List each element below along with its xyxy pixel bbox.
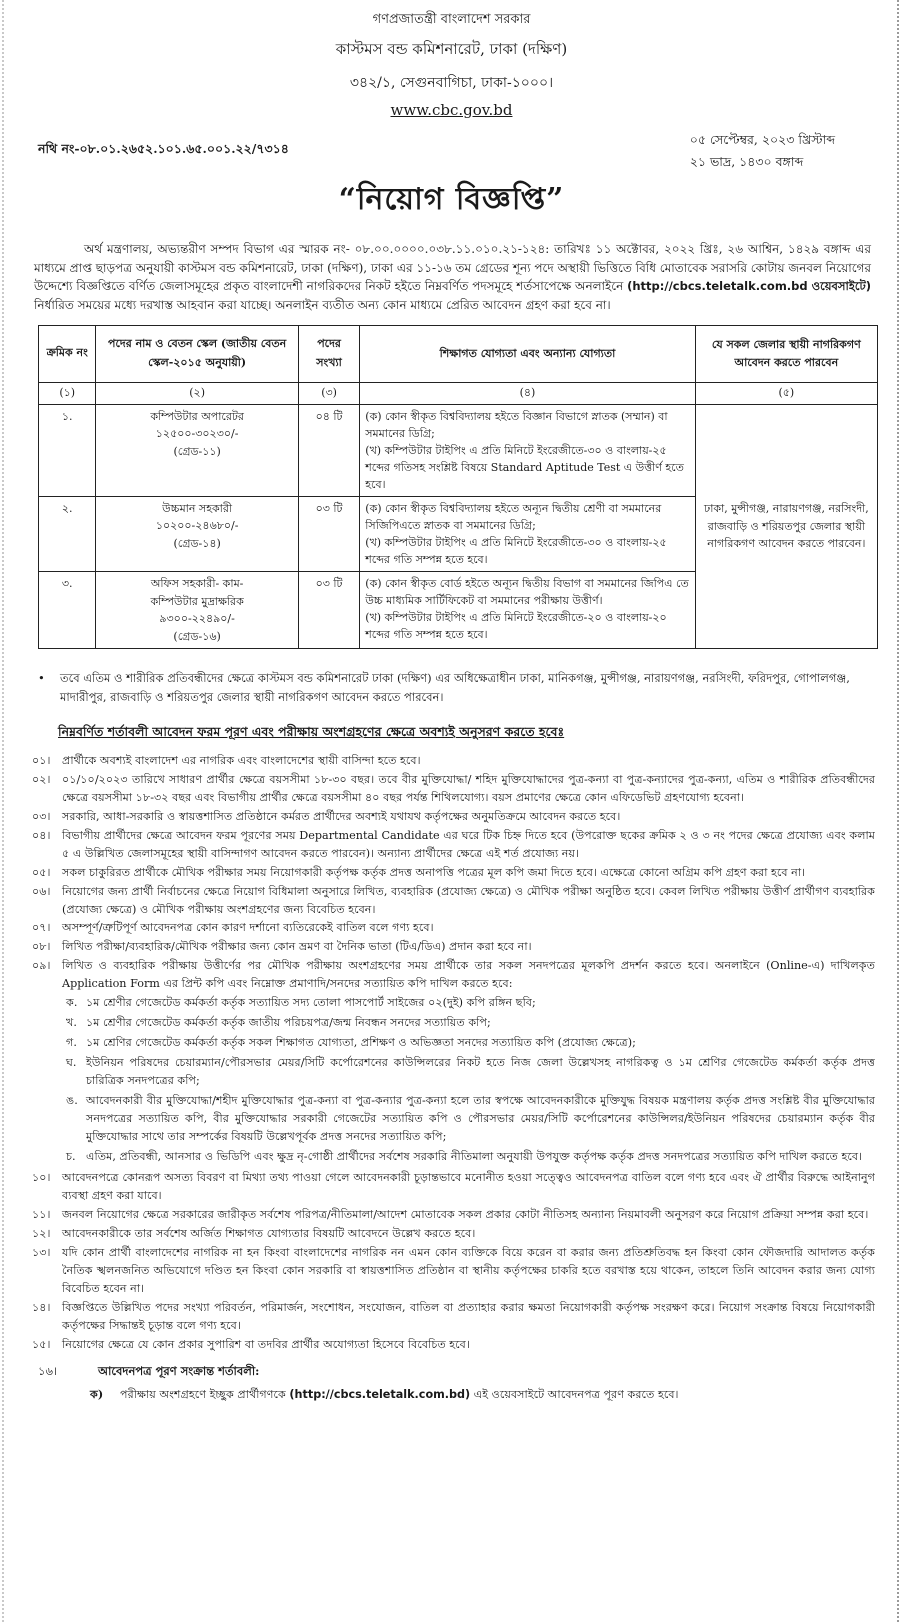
sub-clause-text: ১ম শ্রেণির গেজেটেড কর্মকর্তা কর্তৃক সকল শিক্ষাগত যোগ্যতা, প্রশিক্ষণ ও অভিজ্ঞতা সনদের সত্যায়িত কপি (প্রযোজ্য ক্ষেত্রে); (86, 1036, 636, 1049)
memo-number: নথি নং-০৮.০১.২৬৫২.১০১.৬৫.০০১.২২/৭৩১৪ (38, 141, 289, 156)
sub-clause-number: চ. (66, 1149, 76, 1163)
date-bengali: ২১ ভাদ্র, ১৪৩০ বঙ্গাব্দ (689, 153, 804, 169)
sub-clause-text: ইউনিয়ন পরিষদের চেয়ারম্যান/পৌরসভার মেয়র/সিটি কর্পোরেশনের কাউন্সিলরের নিকট হতে নিজ জেলা উল্লেখসহ নাগরিকত্ব ও ১ম শ্রেণির গেজেটেড কর্মকর্তা কর্তৃক প্রদত্ত চারিত্রিক সনদপত্রের কপি; (86, 1055, 875, 1087)
clause-number: ০১। (32, 754, 51, 768)
count-cell: ০৩ টি (298, 496, 359, 571)
list-item (28, 883, 875, 919)
clause-16-text-end: এই ওয়েবসাইটে আবেদনপত্র পূরণ করতে হবে। (473, 1388, 679, 1402)
left-scan-edge (2, 0, 4, 1622)
col-number: (৪) (360, 382, 695, 404)
qualification-item: (ক) কোন স্বীকৃত বিশ্ববিদ্যালয় হইতে বিজ্ঞান বিভাগে স্নাতক (সম্মান) বা সমমানের ডিগ্রি; (365, 409, 668, 440)
col-number: (১) (39, 382, 96, 404)
list-item (28, 771, 875, 807)
office-address: ৩৪২/১, সেগুনবাগিচা, ঢাকা-১০০০। (349, 75, 554, 91)
post-title: অফিস সহকারী- কাম- (150, 577, 244, 591)
sub-list-item (28, 1054, 875, 1090)
clause-number: ১৩। (32, 1246, 51, 1260)
sub-list-item (28, 994, 875, 1012)
districts-cell: ঢাকা, মুন্সীগঞ্জ, নারায়ণগঞ্জ, নরসিংদী, রাজবাড়ি ও শরিয়তপুর জেলার স্থায়ী নাগরিকগণ আবেদন করতে পারবেন। (695, 404, 877, 649)
pay-scale: ১২৫০০-৩০২৩০/- (155, 427, 239, 441)
qualification-item: (খ) কম্পিউটার টাইপিং এ প্রতি মিনিটে ইংরেজীতে-২০ ও বাংলায়-২০ শব্দের গতি সম্পন্ন হতে হবে। (365, 611, 667, 642)
intro-paragraph (34, 240, 871, 315)
qualification-item: (খ) কম্পিউটার টাইপিং এ প্রতি মিনিটে ইংরেজীতে-৩০ ও বাংলায়-২৫ শব্দের গতি সম্পন্ন হতে হবে। (365, 535, 667, 566)
clause-number: ০৮। (32, 940, 51, 954)
qualification-cell (360, 496, 695, 571)
qualification-item: (ক) কোন স্বীকৃত বিশ্ববিদ্যালয় হইতে অন্যূন দ্বিতীয় শ্রেণী বা সমমানের সিজিপিএতে স্নাতক বা সমমানের ডিগ্রি; (365, 501, 662, 532)
list-item (28, 827, 875, 863)
grade: (গ্রেড-১৪) (173, 537, 221, 551)
col-header-serial: ক্রমিক নং (39, 325, 96, 382)
sub-clause-text: আবেদনকারী বীর মুক্তিযোদ্ধা/শহীদ মুক্তিযোদ্ধার পুত্র-কন্যা বা পুত্র-কন্যার পুত্র-কন্যা হলে তার স্বপক্ষে আবেদনকারীকে মুক্তিযুদ্ধ বিষয়ক মন্ত্রণালয় কর্তৃক প্রদত্ত সংশ্লিষ্ট বীর মুক্তিযোদ্ধার সনদপত্রের সত্যায়িত কপি, বীর মুক্তিযোদ্ধার সরকারী গেজেটের সত্যায়িত কপি ও পৌরসভার মেয়র/সিটি কর্পোরেশনের কাউন্সিলর/ইউনিয়ন পরিষদের চেয়ারম্যান কর্তৃক বীর মুক্তিযোদ্ধার সাথে তার সম্পর্কের বিষয়টি উল্লেখপূর্বক প্রদত্ত সনদের সত্যায়িত কপি; (86, 1093, 875, 1143)
pay-scale: ৯৩০০-২২৪৯০/- (159, 612, 235, 626)
clause-number: ১৬। (38, 1363, 58, 1378)
sub-list-item (28, 1014, 875, 1032)
table-header-row (39, 325, 878, 382)
clause-16-title: আবেদনপত্র পূরণ সংক্রান্ত শর্তাবলী: (98, 1363, 260, 1378)
list-item (28, 752, 875, 770)
list-item (28, 1169, 875, 1205)
sub-clause-number: গ. (66, 1036, 77, 1049)
grade: (গ্রেড-১১) (173, 444, 221, 458)
table-row (39, 404, 878, 496)
clause-number: ১৪। (32, 1300, 51, 1314)
list-item (28, 864, 875, 882)
grade: (গ্রেড-১৬) (173, 629, 221, 643)
intro-link[interactable]: (http://cbcs.teletalk.com.bd ওয়েবসাইটে) (627, 279, 871, 294)
serial-cell: ১. (39, 404, 96, 496)
col-header-qualification: শিক্ষাগত যোগ্যতা এবং অন্যান্য যোগ্যতা (360, 325, 695, 382)
website-link[interactable]: www.cbc.gov.bd (390, 101, 513, 119)
clause-number: ০৫। (32, 865, 51, 879)
intro-text: অর্থ মন্ত্রণালয়, অভ্যন্তরীণ সম্পদ বিভাগ এর স্মারক নং- ০৮.০০.০০০০.০৩৮.১১.০১০.২১-১২৪: তারিখঃ ১১ অক্টোবর, ২০২২ খ্রিঃ, ২৬ আশ্বিন, ১৪২৯ বঙ্গাব্দ এর মাধ্যমে প্রাপ্ত ছাড়পত্র অনুযায়ী কাস্টমস বন্ড কমিশনারেট, ঢাকা (দক্ষিণ), ঢাকা এর ১১-১৬ তম গ্রেডের শূন্য পদে অস্থায়ী ভিত্তিতে বিধি মোতাবেক সরাসরি কোটায় জনবল নিয়োগের উদ্দেশ্যে বিজ্ঞপ্তিতে বর্ণিত জেলাসমূহের প্রকৃত বাংলাদেশী নাগরিকদের নিকট হইতে নিম্নবর্ণিত পদসমূহে শর্তসাপেক্ষে অনলাইনে (34, 242, 871, 294)
col-number: (৩) (298, 382, 359, 404)
sub-clause-number: ক) (90, 1387, 104, 1402)
posts-table (38, 325, 878, 650)
list-item (28, 1336, 875, 1354)
clause-number: ০৭। (32, 921, 51, 935)
clause-16-item (28, 1386, 875, 1404)
reference-row (28, 129, 875, 173)
post-cell (96, 572, 298, 649)
clause-number: ১৫। (32, 1337, 51, 1351)
clause-number: ০২। (32, 773, 51, 787)
clause-number: ০৬। (32, 884, 51, 898)
sub-clause-number: ঘ. (66, 1055, 77, 1069)
clause-text: বিজ্ঞপ্তিতে উল্লিখিত পদের সংখ্যা পরিবর্তন, পরিমার্জন, সংশোধন, সংযোজন, বাতিল বা প্রত্যাহার করার ক্ষমতা নিয়োগকারী কর্তৃপক্ষ সংরক্ষণ করে। নিয়োগ সংক্রান্ত বিষয়ে নিয়োগকারী কর্তৃপক্ষের সিদ্ধান্তই চূড়ান্ত বলে গণ্য হবে। (62, 1300, 875, 1332)
clause-text: আবেদনপত্রে কোনরূপ অসত্য বিবরণ বা মিথ্যা তথ্য পাওয়া গেলে আবেদনকারী চূড়ান্তভাবে মনোনীত হওয়া সত্ত্বেও আবেদনপত্র বাতিল বলে গণ্য হবে এবং ঐ প্রার্থীর বিরুদ্ধে আইনানুগ ব্যবস্থা গ্রহণ করা যাবে। (62, 1171, 875, 1203)
clause-text: ০১/১০/২০২৩ তারিখে সাধারণ প্রার্থীর ক্ষেত্রে বয়সসীমা ১৮-৩০ বছর। তবে বীর মুক্তিযোদ্ধা/ শহিদ মুক্তিযোদ্ধাদের পুত্র-কন্যা বা পুত্র-কন্যাদের পুত্র-কন্যা, এতিম ও শারীরিক প্রতিবন্ধীদের ক্ষেত্রে বয়সসীমা ১৮-৩২ বছর এবং বিভাগীয় প্রার্থীর ক্ষেত্রে বয়সসীমা ৪০ বছর পর্যন্ত শিথিলযোগ্য। বয়স প্রমাণের ক্ষেত্রে কোন এফিডেভিট গ্রহণযোগ্য হবেনা। (62, 773, 875, 805)
col-header-districts: যে সকল জেলার স্থায়ী নাগরিকগণ আবেদন করতে পারবেন (695, 325, 877, 382)
pay-scale: ১০২০০-২৪৬৮০/- (155, 519, 239, 533)
sub-clause-text: এতিম, প্রতিবন্ধী, আনসার ও ভিডিপি এবং ক্ষুদ্র নৃ-গোষ্ঠী প্রার্থীদের সর্বশেষ সরকারি নীতিমালা অনুযায়ী উপযুক্ত কর্তৃপক্ষ কর্তৃক প্রদত্ত সনদপত্রের সত্যায়িত কপি দাখিল করতে হবে। (86, 1149, 863, 1163)
clause-text: বিভাগীয় প্রার্থীদের ক্ষেত্রে আবেদন ফরম পূরণের সময় Departmental Candidate এর ঘরে টিক চিহ্ন দিতে হবে (উপরোক্ত ছকের ক্রমিক ২ ও ৩ নং পদের ক্ষেত্রে প্রযোজ্য এবং কলাম ৫ এ উল্লিখিত জেলাসমূহের স্থায়ী বাসিন্দাগণ আবেদন করতে পারবেন)। অন্যান্য প্রার্থীদের ক্ষেত্রে এই শর্ত প্রযোজ্য নয়। (62, 828, 875, 860)
clause-text: আবেদনকারীকে তার সর্বশেষ অর্জিত শিক্ষাগত যোগ্যতার বিষয়টি আবেদনে উল্লেখ করতে হবে। (62, 1227, 476, 1241)
list-item (28, 938, 875, 956)
list-item (28, 919, 875, 937)
sub-clause-number: ক. (66, 996, 78, 1010)
clause-number: ১১। (32, 1208, 51, 1222)
list-item (28, 957, 875, 993)
post-cell (96, 404, 298, 496)
serial-cell: ২. (39, 496, 96, 571)
clause-text: প্রার্থীকে অবশ্যই বাংলাদেশ এর নাগরিক এবং বাংলাদেশের স্থায়ী বাসিন্দা হতে হবে। (62, 754, 421, 768)
sub-list-item (28, 1148, 875, 1166)
sub-clause-text: ১ম শ্রেণীর গেজেটেড কর্মকর্তা কর্তৃক সত্যায়িত সদ্য তোলা পাসপোর্ট সাইজের ০২(দুই) কপি রঙ্গিন ছবি; (86, 996, 536, 1010)
post-title: কম্পিউটার অপারেটর (150, 409, 244, 423)
list-item (28, 808, 875, 826)
count-cell: ০৪ টি (298, 404, 359, 496)
quota-note-text: তবে এতিম ও শারীরিক প্রতিবন্ধীদের ক্ষেত্রে কাস্টমস বন্ড কমিশনারেট ঢাকা (দক্ষিণ) এর অধিক্ষেত্রাধীন ঢাকা, মানিকগঞ্জ, মুন্সীগঞ্জ, নারায়ণগঞ্জ, নরসিংদী, ফরিদপুর, গোপালগঞ্জ, মাদারীপুর, রাজবাড়ি ও শরিয়তপুর জেলার স্থায়ী নাগরিকগণ আবেদন করতে পারবেন। (60, 671, 850, 704)
qualification-item: (ক) কোন স্বীকৃত বোর্ড হইতে অন্যূন দ্বিতীয় বিভাগ বা সমমানের জিপিএ তে উচ্চ মাধ্যমিক সার্টিফিকেট বা সমমানের পরীক্ষায় উত্তীর্ণ। (365, 577, 689, 608)
conditions-heading: নিম্নবর্ণিত শর্তাবলী আবেদন ফরম পূরণ এবং পরীক্ষায় অংশগ্রহণের ক্ষেত্রে অবশ্যই অনুসরণ করতে হবেঃ (58, 724, 565, 740)
office-name: কাস্টমস বন্ড কমিশনারেট, ঢাকা (দক্ষিণ) (335, 40, 568, 58)
list-item (28, 1206, 875, 1224)
post-title: উচ্চমান সহকারী (162, 501, 233, 515)
column-number-row (39, 382, 878, 404)
clause-text: নিয়োগের ক্ষেত্রে যে কোন প্রকার সুপারিশ বা তদবির প্রার্থীর অযোগ্যতা হিসেবে বিবেচিত হবে। (62, 1337, 470, 1351)
clause-number: ১০। (32, 1171, 51, 1185)
clause-number: ০৯। (32, 959, 51, 973)
clause-text: অসম্পূর্ণ/ত্রুটিপূর্ণ আবেদনপত্র কোন কারণ দর্শানো ব্যতিরেকেই বাতিল বলে গণ্য হবে। (62, 921, 434, 935)
conditions-list (28, 752, 875, 1404)
col-number: (২) (96, 382, 298, 404)
sub-list-item (28, 1034, 875, 1052)
qualification-cell (360, 404, 695, 496)
sub-clause-text: ১ম শ্রেণীর গেজেটেড কর্মকর্তা কর্তৃক জাতীয় পরিচয়পত্র/জন্ম নিবন্ধন সনদের সত্যায়িত কপি; (86, 1016, 491, 1030)
qualification-item: (খ) কম্পিউটার টাইপিং এ প্রতি মিনিটে ইংরেজীতে-৩০ ও বাংলায়-২৫ শব্দের গতিসহ সংশ্লিষ্ট বিষয়ে Standard Aptitude Test এ উত্তীর্ণ হতে হবে। (365, 443, 684, 491)
clause-16-heading (28, 1362, 875, 1380)
clause-number: ০৪। (32, 828, 51, 842)
bullet-icon: • (38, 671, 45, 686)
date-block (690, 129, 835, 173)
clause-number: ০৩। (32, 809, 51, 823)
quota-note (38, 669, 875, 706)
count-cell: ০৩ টি (298, 572, 359, 649)
intro-text-end: নির্ধারিত সময়ের মধ্যে দরখাস্ত আহবান করা যাচ্ছে। অনলাইন ব্যতীত অন্য কোন মাধ্যমে প্রেরিত আবেদন গ্রহণ করা হবে না। (34, 298, 611, 312)
clause-text: সকল চাকুরিরত প্রার্থীকে মৌখিক পরীক্ষার সময় নিয়োগকারী কর্তৃপক্ষ কর্তৃক প্রদত্ত অনাপত্তি পত্রের মূল কপি জমা দিতে হবে। এক্ষেত্রে কোনো অগ্রিম কপি গ্রহণ করা হবে না। (62, 865, 806, 879)
list-item (28, 1244, 875, 1298)
col-number: (৫) (695, 382, 877, 404)
teletalk-link[interactable]: (http://cbcs.teletalk.com.bd) (289, 1388, 471, 1402)
list-item (28, 1225, 875, 1243)
clause-16-text: পরীক্ষায় অংশগ্রহণে ইচ্ছুক প্রার্থীগণকে (120, 1388, 286, 1402)
clause-text: লিখিত পরীক্ষা/ব্যবহারিক/মৌখিক পরীক্ষার জন্য কোন ভ্রমণ বা দৈনিক ভাতা (টিএ/ডিএ) প্রদান করা হবে না। (62, 940, 532, 954)
col-header-post: পদের নাম ও বেতন স্কেল (জাতীয় বেতন স্কেল-২০১৫ অনুযায়ী) (96, 325, 298, 382)
clause-text: জনবল নিয়োগের ক্ষেত্রে সরকারের জারীকৃত সর্বশেষ পরিপত্র/নীতিমালা/আদেশ মোতাবেক সকল প্রকার কোটা নীতিসহ অন্যান্য নিয়মাবলী অনুসরণ করে নিয়োগ প্রক্রিয়া সম্পন্ন করা হবে। (62, 1208, 869, 1222)
page-title: “নিয়োগ বিজ্ঞপ্তি” (338, 182, 565, 217)
sub-clause-number: খ. (66, 1016, 77, 1030)
serial-cell: ৩. (39, 572, 96, 649)
govt-heading: গণপ্রজাতন্ত্রী বাংলাদেশ সরকার (372, 12, 531, 27)
post-title-line2: কম্পিউটার মুদ্রাক্ষরিক (150, 594, 244, 608)
post-cell (96, 496, 298, 571)
clause-number: ১২। (32, 1227, 51, 1241)
col-header-count: পদের সংখ্যা (298, 325, 359, 382)
clause-text: লিখিত ও ব্যবহারিক পরীক্ষায় উত্তীর্ণের পর মৌখিক পরীক্ষায় অংশগ্রহণের সময় প্রার্থীকে তার সকল সনদপত্রের মূলকপি প্রদর্শন করতে হবে। অনলাইনে (Online-এ) দাখিলকৃত Application Form এর প্রিন্ট কপি এবং নিম্নোক্ত প্রমাণাদি/সনদের সত্যায়িত কপি দাখিল করতে হবে: (62, 959, 875, 991)
date-gregorian: ০৫ সেপ্টেম্বর, ২০২৩ খ্রিস্টাব্দ (689, 132, 835, 147)
sub-list-item (28, 1092, 875, 1146)
right-dotted-border (897, 0, 899, 1622)
qualification-cell (360, 572, 695, 649)
clause-text: নিয়োগের জন্য প্রার্থী নির্বাচনের ক্ষেত্রে নিয়োগ বিধিমালা অনুসারে লিখিত, ব্যবহারিক (প্রযোজ্য ক্ষেত্রে) ও মৌখিক পরীক্ষা অনুষ্ঠিত হবে। কেবল লিখিত পরীক্ষায় উত্তীর্ণ প্রার্থীগণ ব্যবহারিক (প্রযোজ্য ক্ষেত্রে) ও মৌখিক পরীক্ষায় অংশগ্রহণের জন্য বিবেচিত হবেন। (62, 884, 875, 916)
clause-text: যদি কোন প্রার্থী বাংলাদেশের নাগরিক না হন কিংবা বাংলাদেশের নাগরিক নন এমন কোন ব্যক্তিকে বিয়ে করেন বা করার জন্য প্রতিশ্রুতিবদ্ধ হন কিংবা কোন ফৌজদারি আদালত কর্তৃক নৈতিক স্খলনজনিত অভিযোগে দণ্ডিত হন কিংবা কোন সরকারি বা স্বায়ত্তশাসিত প্রতিষ্ঠান বা স্থানীয় কর্তৃপক্ষের চাকরি হতে বরখাস্ত হয়ে থাকেন, তাহলে তিনি আবেদন করার জন্য যোগ্য বিবেচিত হবেন না। (62, 1246, 875, 1295)
clause-text: সরকারি, আধা-সরকারি ও স্বায়ত্তশাসিত প্রতিষ্ঠানে কর্মরত প্রার্থীদের অবশ্যই যথাযথ কর্তৃপক্ষের অনুমতিক্রমে আবেদন করতে হবে। (62, 809, 621, 823)
list-item (28, 1299, 875, 1335)
sub-clause-number: ঙ. (66, 1093, 78, 1107)
